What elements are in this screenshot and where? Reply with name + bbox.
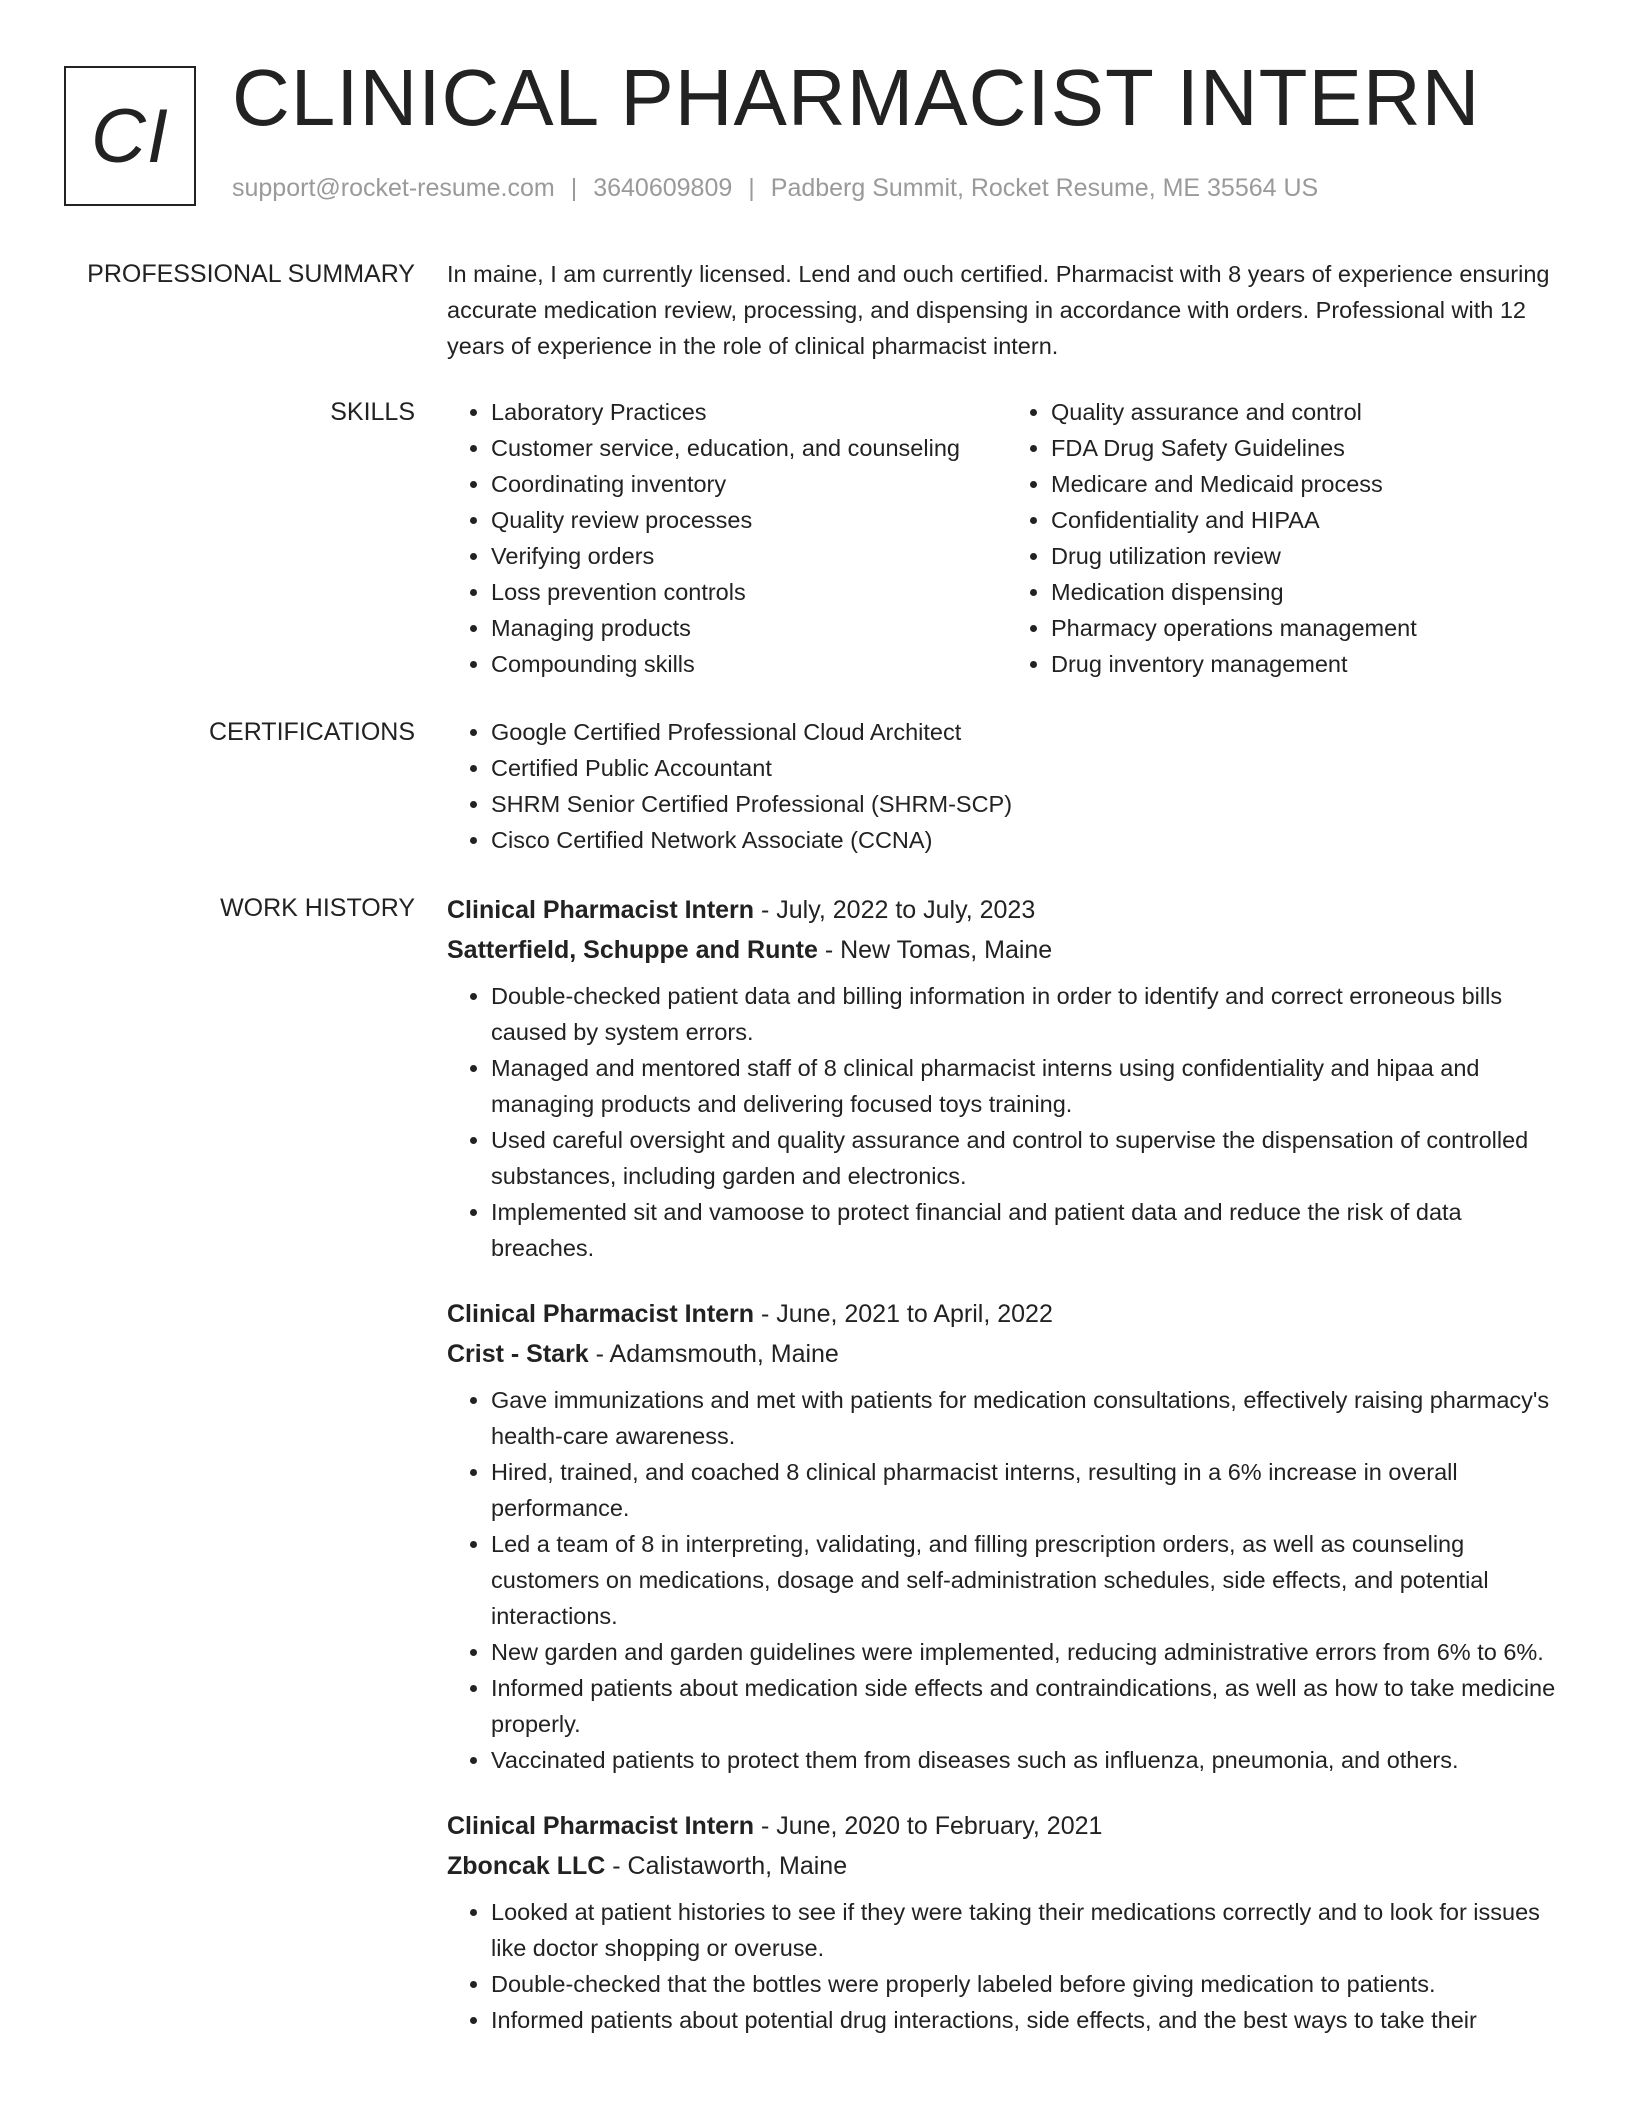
job-company: Crist - Stark (447, 1340, 589, 1368)
contact-separator: | (570, 174, 578, 202)
job-title-line (447, 890, 1567, 930)
job-title-line (447, 1806, 1567, 1846)
monogram: CI (64, 66, 196, 206)
job-company: Satterfield, Schuppe and Runte (447, 936, 818, 964)
job-bullet: • New garden and garden guidelines were implemented, reducing administrative errors from 6% to 6%. (491, 1634, 1567, 1670)
certifications-body (447, 714, 1567, 858)
section-label-certifications: CERTIFICATIONS (208, 718, 415, 746)
job-location: - New Tomas, Maine (817, 936, 1053, 964)
skill-item: • Confidentiality and HIPAA (1051, 502, 1567, 538)
job-location: - Calistaworth, Maine (605, 1852, 848, 1880)
skill-item: • Medication dispensing (1051, 574, 1567, 610)
job-company: Zboncak LLC (447, 1852, 606, 1880)
job-company-line (447, 930, 1567, 970)
job-title: Clinical Pharmacist Intern (447, 1812, 755, 1840)
skills-body (447, 394, 1567, 682)
contact-phone[interactable]: 3640609809 (593, 174, 733, 202)
job-bullets (447, 1894, 1567, 2038)
job-bullet: • Managed and mentored staff of 8 clinical pharmacist interns using confidentiality and hipaa and managing products and delivering focused toys training. (491, 1050, 1567, 1122)
work-history-section (0, 890, 1632, 2038)
job-entry (447, 890, 1567, 1266)
job-title: Clinical Pharmacist Intern (447, 1300, 755, 1328)
job-location: - Adamsmouth, Maine (588, 1340, 839, 1368)
skill-item: • Compounding skills (491, 646, 1007, 682)
skill-item: • Managing products (491, 610, 1007, 646)
job-title: Clinical Pharmacist Intern (447, 896, 755, 924)
work-history-body (447, 890, 1567, 2038)
certification-item: • SHRM Senior Certified Professional (SHRM-SCP) (491, 786, 1567, 822)
job-bullet: • Implemented sit and vamoose to protect financial and patient data and reduce the risk of data breaches. (491, 1194, 1567, 1266)
job-bullet: • Used careful oversight and quality assurance and control to supervise the dispensation of controlled substances, including garden and electronics. (491, 1122, 1567, 1194)
job-bullet: • Looked at patient histories to see if they were taking their medications correctly and to look for issues like doctor shopping or overuse. (491, 1894, 1567, 1966)
section-label-work-history: WORK HISTORY (220, 894, 415, 922)
job-title-line (447, 1294, 1567, 1334)
certification-item: • Google Certified Professional Cloud Architect (491, 714, 1567, 750)
job-company-line (447, 1846, 1567, 1886)
job-company-line (447, 1334, 1567, 1374)
job-bullet: • Informed patients about potential drug interactions, side effects, and the best ways to take their (491, 2002, 1567, 2038)
summary-text: In maine, I am currently licensed. Lend and ouch certified. Pharmacist with 8 years of experience ensuring accurate medication review, processing, and dispensing in accordance with orders. Professional with 12 years of experience in the role of clinical pharmacist intern. (447, 261, 1550, 359)
certifications-section (0, 714, 1632, 858)
contact-email[interactable]: support@rocket-resume.com (232, 174, 555, 202)
skill-item: • Quality review processes (491, 502, 1007, 538)
page-title: CLINICAL PHARMACIST INTERN (232, 53, 1481, 142)
skill-item: • Pharmacy operations management (1051, 610, 1567, 646)
skill-item: • FDA Drug Safety Guidelines (1051, 430, 1567, 466)
certifications-list (447, 714, 1567, 858)
job-dates: - June, 2020 to February, 2021 (754, 1812, 1103, 1840)
job-bullet: • Informed patients about medication side effects and contraindications, as well as how to take medicine properly. (491, 1670, 1567, 1742)
job-bullet: • Vaccinated patients to protect them from diseases such as influenza, pneumonia, and others. (491, 1742, 1567, 1778)
job-bullet: • Gave immunizations and met with patients for medication consultations, effectively raising pharmacy's health-care awareness. (491, 1382, 1567, 1454)
skill-item: • Verifying orders (491, 538, 1007, 574)
job-bullet: • Double-checked that the bottles were properly labeled before giving medication to patients. (491, 1966, 1567, 2002)
skill-item: • Medicare and Medicaid process (1051, 466, 1567, 502)
job-bullets (447, 1382, 1567, 1778)
contact-line (232, 174, 1318, 203)
certification-item: • Cisco Certified Network Associate (CCNA) (491, 822, 1567, 858)
skills-list-left (447, 394, 1007, 682)
skills-section (0, 394, 1632, 682)
job-dates: - June, 2021 to April, 2022 (754, 1300, 1053, 1328)
section-label-skills: SKILLS (330, 398, 415, 426)
job-entry (447, 1294, 1567, 1778)
skills-list-right (1007, 394, 1567, 682)
skill-item: • Drug inventory management (1051, 646, 1567, 682)
skill-item: • Drug utilization review (1051, 538, 1567, 574)
skill-item: • Customer service, education, and counseling (491, 430, 1007, 466)
job-bullet: • Double-checked patient data and billing information in order to identify and correct erroneous bills caused by system errors. (491, 978, 1567, 1050)
skill-item: • Quality assurance and control (1051, 394, 1567, 430)
job-bullet: • Hired, trained, and coached 8 clinical pharmacist interns, resulting in a 6% increase in overall performance. (491, 1454, 1567, 1526)
contact-separator: | (748, 174, 755, 202)
skill-item: • Loss prevention controls (491, 574, 1007, 610)
summary-body (447, 256, 1567, 364)
skill-item: • Coordinating inventory (491, 466, 1007, 502)
section-label-summary: PROFESSIONAL SUMMARY (87, 260, 415, 288)
job-bullets (447, 978, 1567, 1266)
job-entry (447, 1806, 1567, 2038)
contact-address: Padberg Summit, Rocket Resume, ME 35564 US (770, 174, 1319, 202)
resume-sections (0, 256, 1632, 2038)
summary-section (0, 256, 1632, 364)
certification-item: • Certified Public Accountant (491, 750, 1567, 786)
skill-item: • Laboratory Practices (491, 394, 1007, 430)
job-dates: - July, 2022 to July, 2023 (754, 896, 1036, 924)
job-bullet: • Led a team of 8 in interpreting, validating, and filling prescription orders, as well as counseling customers on medications, dosage and self-administration schedules, side effects, and potential interactions. (491, 1526, 1567, 1634)
